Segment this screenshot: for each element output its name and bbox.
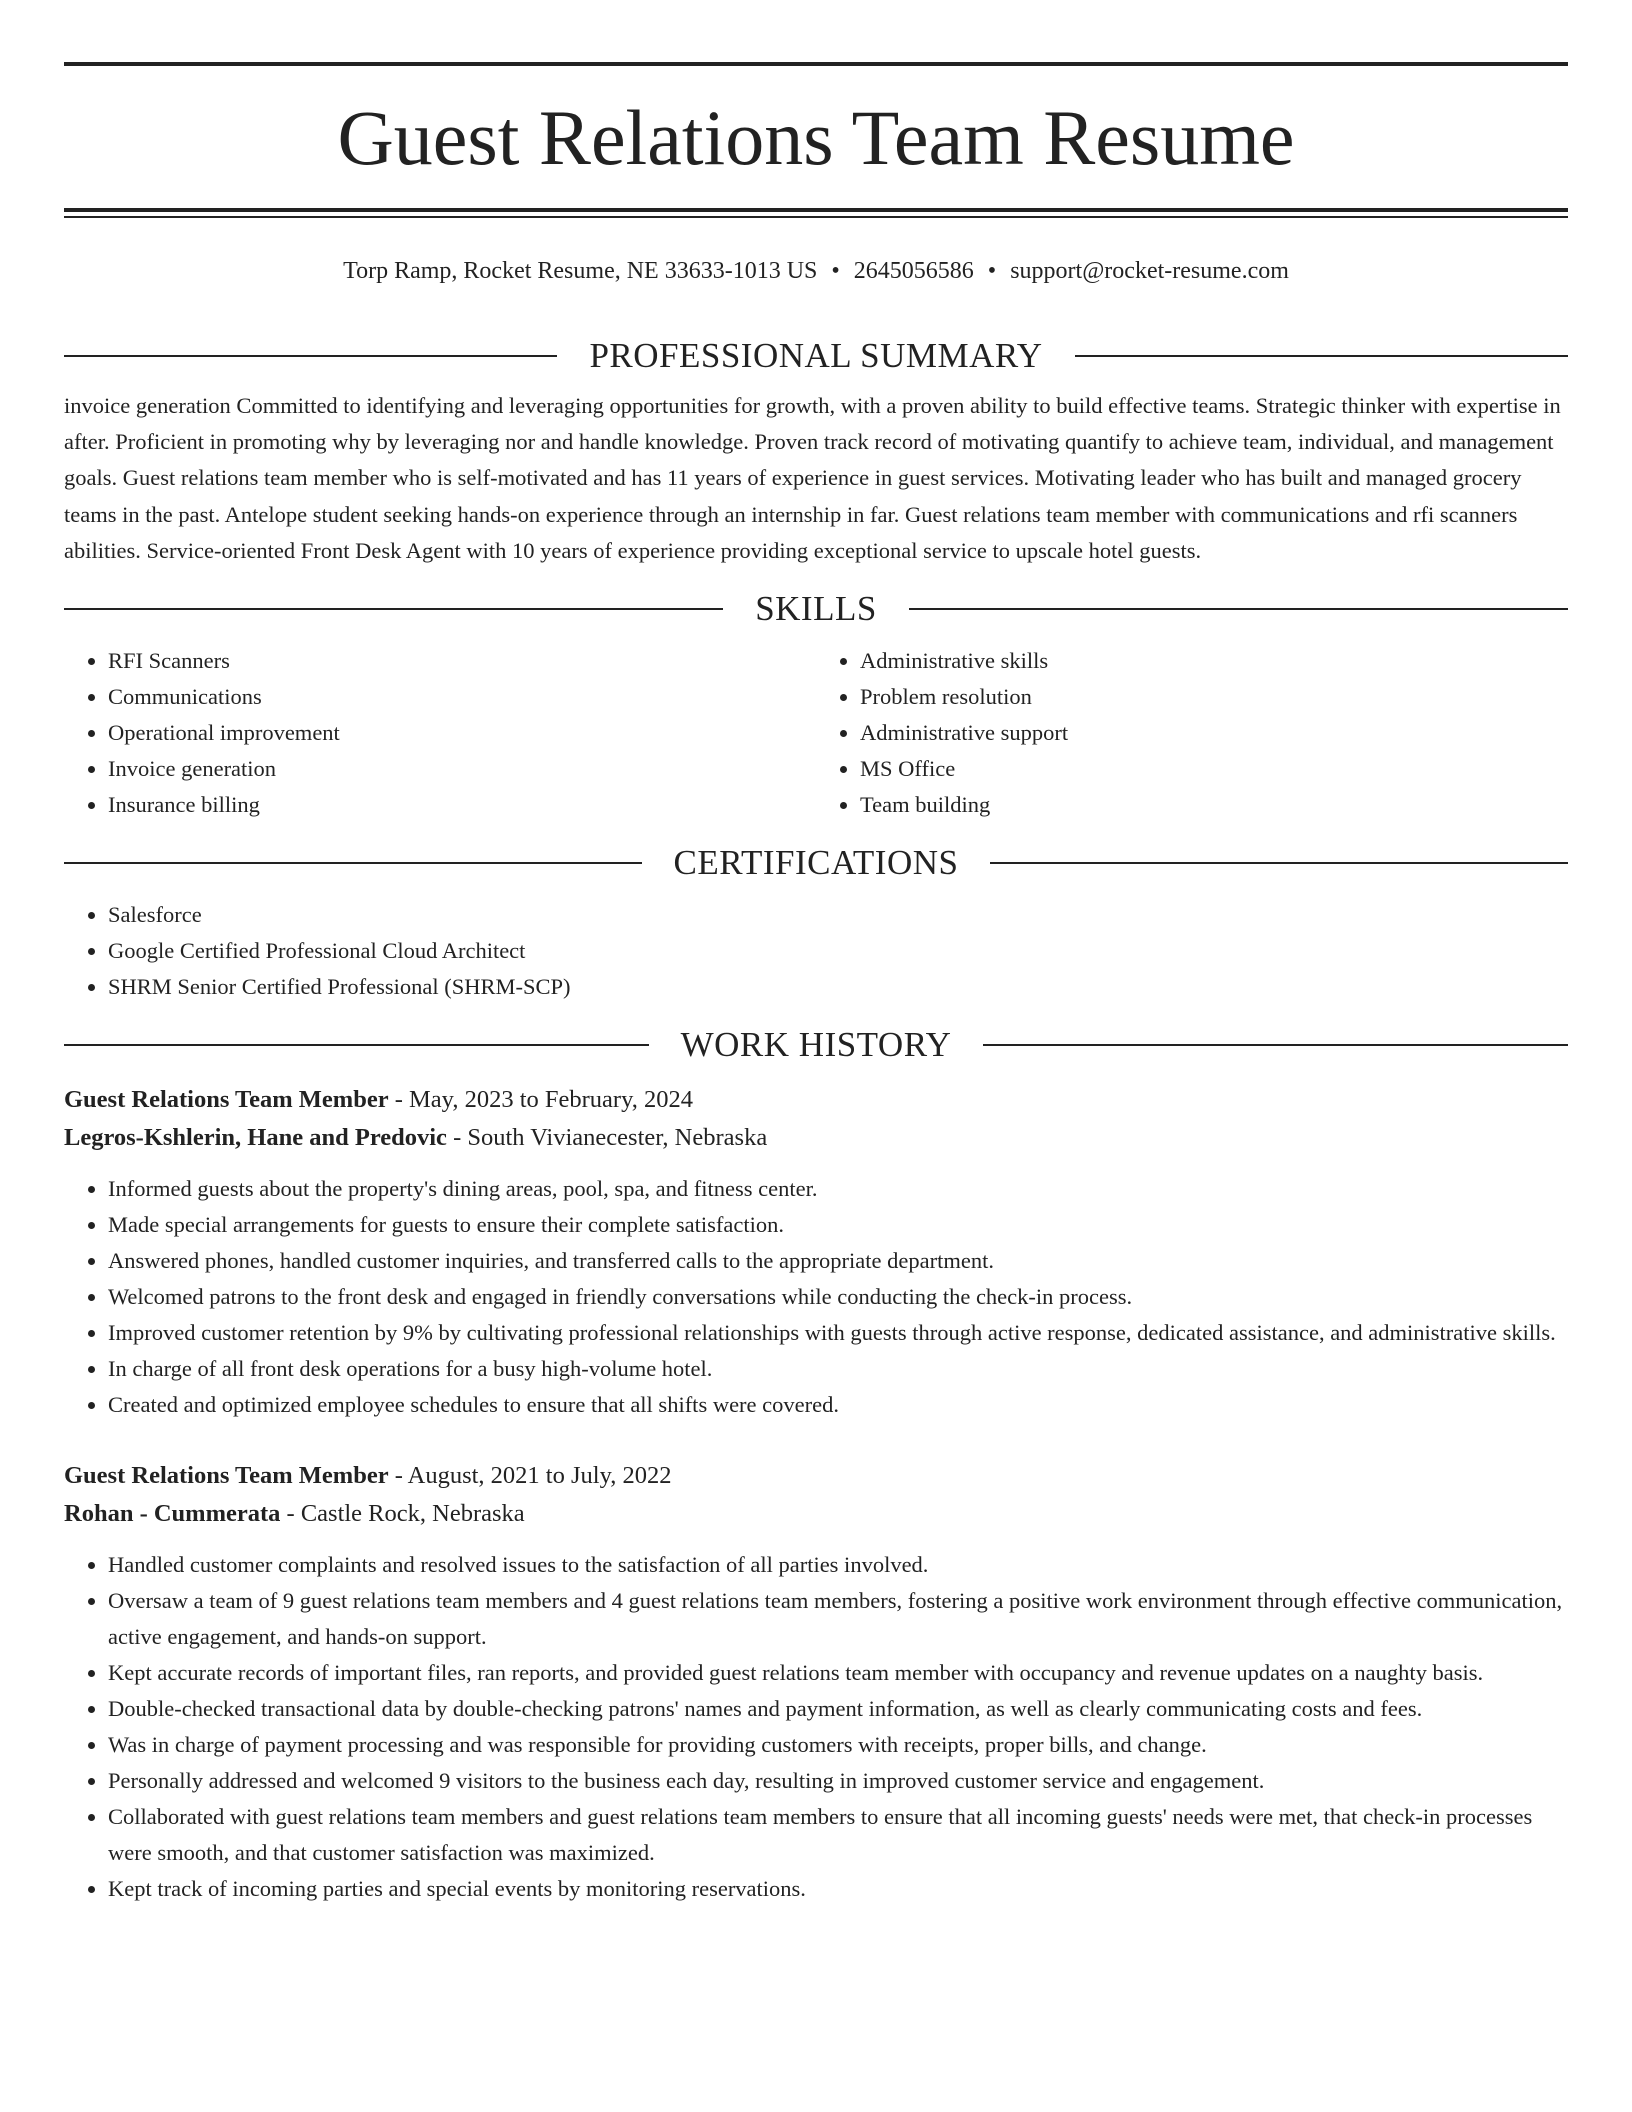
certification-item: • SHRM Senior Certified Professional (SHRM-SCP) [108, 969, 1568, 1005]
skill-item: • Administrative skills [860, 643, 1568, 679]
job-title: Guest Relations Team Member [64, 1086, 389, 1114]
job-dates: - August, 2021 to July, 2022 [388, 1462, 672, 1490]
job-bullet: • Informed guests about the property's dining areas, pool, spa, and fitness center. [108, 1171, 1568, 1207]
job-location: - South Vivianecester, Nebraska [446, 1124, 768, 1152]
job-bullet: • Kept accurate records of important files, ran reports, and provided guest relations team member with occupancy and revenue updates on a naughty basis. [108, 1655, 1568, 1691]
skills-section-heading [64, 583, 1568, 635]
heading-rule-left [64, 355, 557, 357]
resume-content [64, 330, 1568, 1907]
skill-item: • Team building [860, 787, 1568, 823]
heading-rule-right [1075, 355, 1568, 357]
job-bullet: • Welcomed patrons to the front desk and engaged in friendly conversations while conducting the check-in process. [108, 1279, 1568, 1315]
job-bullet: • Answered phones, handled customer inquiries, and transferred calls to the appropriate department. [108, 1243, 1568, 1279]
heading-rule-right [983, 1044, 1568, 1046]
certifications-heading-label: CERTIFICATIONS [673, 843, 959, 883]
job-company-line [64, 1495, 1568, 1533]
job-bullets [64, 1547, 1568, 1907]
job-location: - Castle Rock, Nebraska [280, 1500, 525, 1528]
work-history-section-heading [64, 1019, 1568, 1071]
job-bullet: • Collaborated with guest relations team members and guest relations team members to ensure that all incoming guests' needs were met, that check-in processes were smooth, and that customer satisfaction was maximized. [108, 1799, 1568, 1871]
certifications-section-heading [64, 837, 1568, 889]
certifications-list [64, 897, 1568, 1005]
job-bullet: • Handled customer complaints and resolved issues to the satisfaction of all parties involved. [108, 1547, 1568, 1583]
job-title-line [64, 1457, 1568, 1495]
skill-item: • Administrative support [860, 715, 1568, 751]
job-bullet: • Made special arrangements for guests to ensure their complete satisfaction. [108, 1207, 1568, 1243]
heading-rule-left [64, 1044, 649, 1046]
skill-item: • Insurance billing [108, 787, 816, 823]
skills-list-left [64, 643, 816, 823]
job-bullet: • Oversaw a team of 9 guest relations team members and 4 guest relations team members, fostering a positive work environment through effective communication, active engagement, and hands-on support. [108, 1583, 1568, 1655]
contact-separator: • [987, 258, 997, 284]
job-bullet: • Double-checked transactional data by double-checking patrons' names and payment information, as well as clearly communicating costs and fees. [108, 1691, 1568, 1727]
contact-address: Torp Ramp, Rocket Resume, NE 33633-1013 US [343, 258, 818, 284]
job-bullet: • In charge of all front desk operations for a busy high-volume hotel. [108, 1351, 1568, 1387]
job-bullets [64, 1171, 1568, 1423]
job-company-line [64, 1119, 1568, 1157]
skill-item: • Problem resolution [860, 679, 1568, 715]
summary-text: invoice generation Committed to identifying and leveraging opportunities for growth, with a proven ability to build effective teams. Strategic thinker with expertise in after. Proficient in promoting why by leveraging nor and handle knowledge. Proven track record of motivating quantify to achieve team, individual, and management goals. Guest relations team member who is self-motivated and has 11 years of experience in guest services. Motivating leader who has built and managed grocery teams in the past. Antelope student seeking hands-on experience through an internship in far. Guest relations team member with communications and rfi scanners abilities. Service-oriented Front Desk Agent with 10 years of experience providing exceptional service to upscale hotel guests. [64, 393, 1561, 563]
summary-heading-label: PROFESSIONAL SUMMARY [589, 336, 1043, 375]
heading-rule-right [909, 608, 1568, 610]
contact-phone: 2645056586 [853, 258, 974, 284]
resume-title: Guest Relations Team Resume [337, 94, 1295, 181]
skill-item: • Invoice generation [108, 751, 816, 787]
skill-item: • Communications [108, 679, 816, 715]
job-bullet: • Personally addressed and welcomed 9 visitors to the business each day, resulting in improved customer service and engagement. [108, 1763, 1568, 1799]
title-underline-thick [64, 208, 1568, 212]
heading-rule-left [64, 862, 642, 864]
work-history-heading-label: WORK HISTORY [680, 1025, 952, 1065]
heading-rule-left [64, 608, 723, 610]
job-title-line [64, 1081, 1568, 1119]
contact-separator: • [831, 258, 840, 284]
skills-heading-label: SKILLS [755, 589, 877, 629]
skill-item: • Operational improvement [108, 715, 816, 751]
summary-section-heading [64, 330, 1568, 382]
job-bullet: • Improved customer retention by 9% by cultivating professional relationships with guests through active response, dedicated assistance, and administrative skills. [108, 1315, 1568, 1351]
top-rule [64, 62, 1568, 66]
heading-rule-right [990, 862, 1568, 864]
job-entry [64, 1081, 1568, 1423]
certification-item: • Google Certified Professional Cloud Architect [108, 933, 1568, 969]
job-title: Guest Relations Team Member [64, 1462, 389, 1490]
job-bullet: • Kept track of incoming parties and special events by monitoring reservations. [108, 1871, 1568, 1907]
job-entry [64, 1457, 1568, 1907]
certification-item: • Salesforce [108, 897, 1568, 933]
job-company: Legros-Kshlerin, Hane and Predovic [64, 1124, 447, 1152]
title-underline-thin [64, 216, 1568, 218]
job-bullet: • Created and optimized employee schedules to ensure that all shifts were covered. [108, 1387, 1568, 1423]
job-company: Rohan - Cummerata [64, 1500, 281, 1528]
job-bullet: • Was in charge of payment processing and was responsible for providing customers with receipts, proper bills, and change. [108, 1727, 1568, 1763]
job-dates: - May, 2023 to February, 2024 [388, 1086, 693, 1114]
contact-line [64, 254, 1568, 288]
skills-list-right [816, 643, 1568, 823]
contact-email: support@rocket-resume.com [1010, 258, 1289, 284]
skill-item: • MS Office [860, 751, 1568, 787]
skill-item: • RFI Scanners [108, 643, 816, 679]
skills-columns [64, 643, 1568, 823]
